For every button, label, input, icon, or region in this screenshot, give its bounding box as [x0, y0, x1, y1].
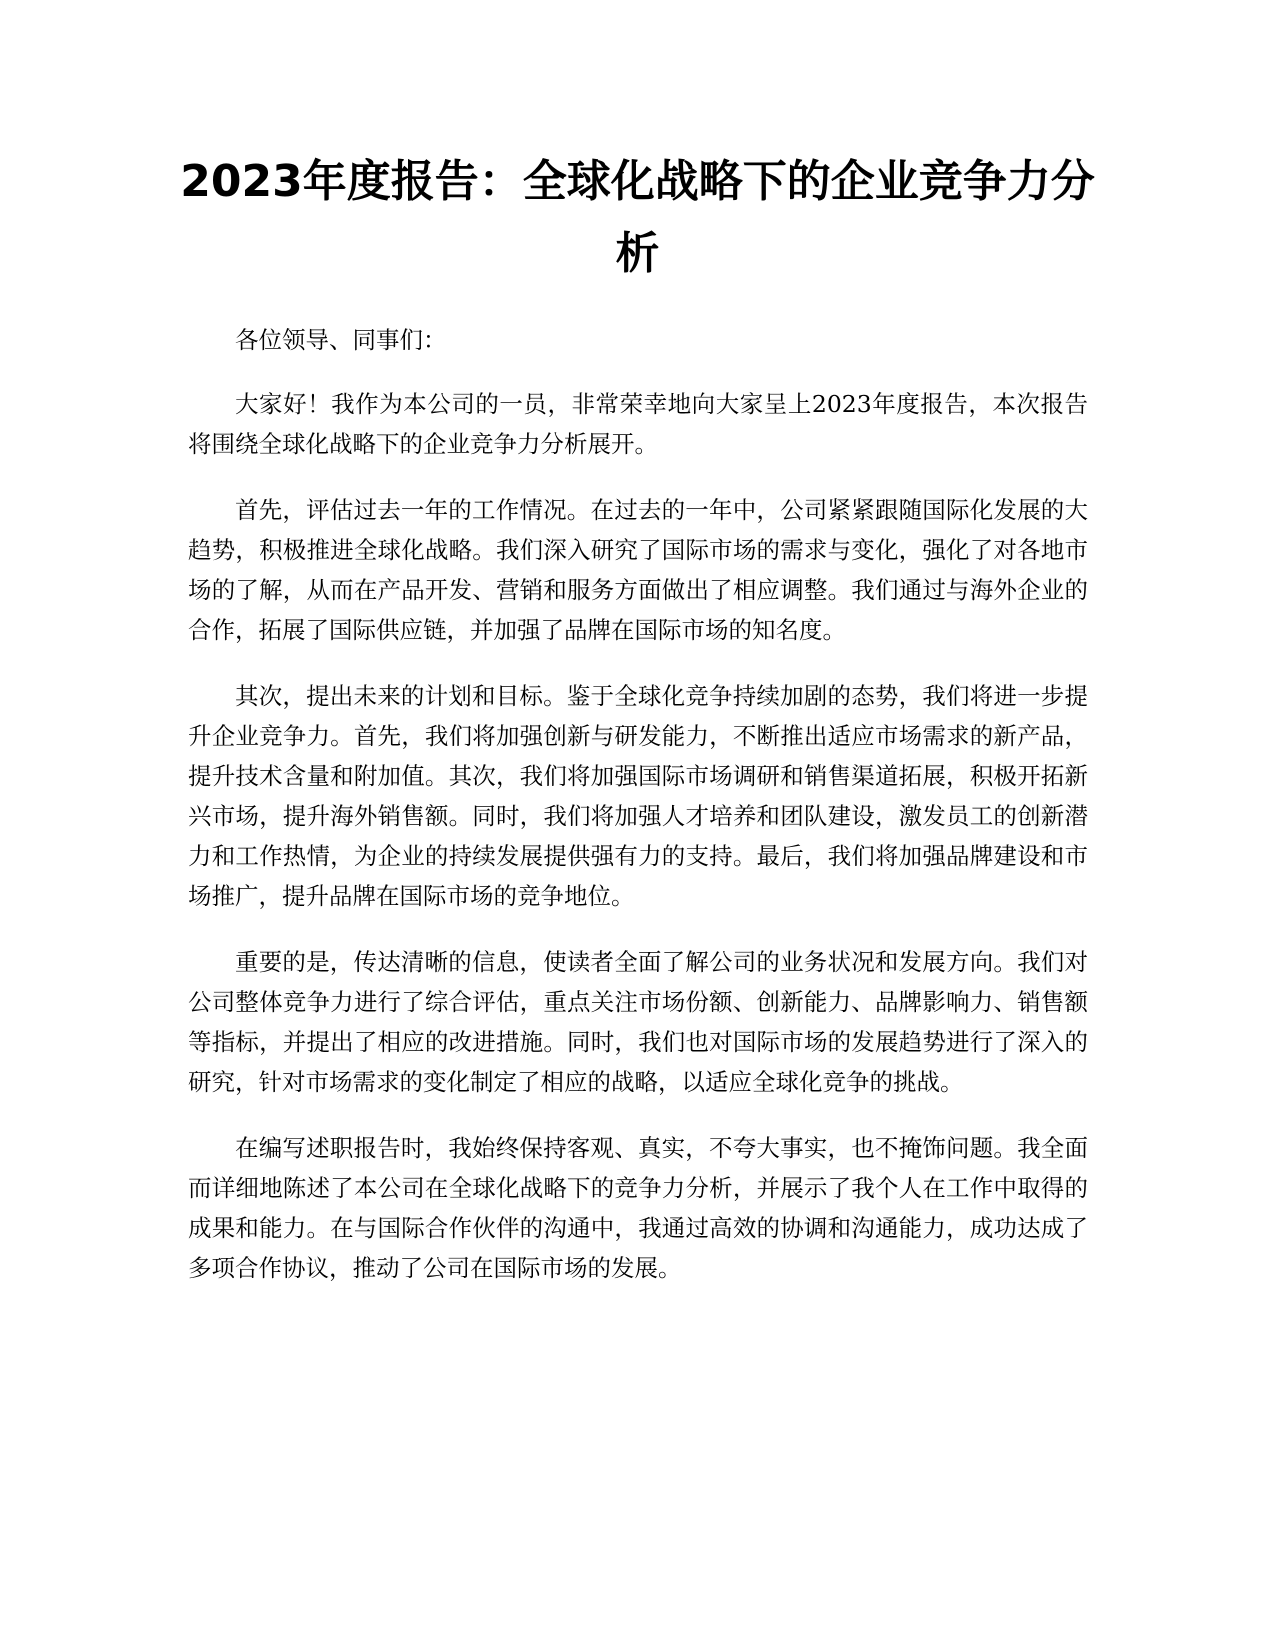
- paragraph-plans: 其次，提出未来的计划和目标。鉴于全球化竞争持续加剧的态势，我们将进一步提升企业竞争力。首先，我们将加强创新与研发能力，不断推出适应市场需求的新产品，提升技术含量和附加值。其次，我们将加强国际市场调研和销售渠道拓展，积极开拓新兴市场，提升海外销售额。同时，我们将加强人才培养和团队建设，激发员工的创新潜力和工作热情，为企业的持续发展提供强有力的支持。最后，我们将加强品牌建设和市场推广，提升品牌在国际市场的竞争地位。: [188, 682, 1088, 910]
- document-body: [188, 320, 1088, 1314]
- paragraph-assessment: 重要的是，传达清晰的信息，使读者全面了解公司的业务状况和发展方向。我们对公司整体竞争力进行了综合评估，重点关注市场份额、创新能力、品牌影响力、销售额等指标，并提出了相应的改进措施。同时，我们也对国际市场的发展趋势进行了深入的研究，针对市场需求的变化制定了相应的战略，以适应全球化竞争的挑战。: [188, 948, 1088, 1096]
- paragraph-intro: 大家好！我作为本公司的一员，非常荣幸地向大家呈上2023年度报告，本次报告将围绕全球化战略下的企业竞争力分析展开。: [188, 390, 1088, 458]
- paragraph-conclusion: 在编写述职报告时，我始终保持客观、真实，不夸大事实，也不掩饰问题。我全面而详细地陈述了本公司在全球化战略下的竞争力分析，并展示了我个人在工作中取得的成果和能力。在与国际合作伙伴的沟通中，我通过高效的协调和沟通能力，成功达成了多项合作协议，推动了公司在国际市场的发展。: [188, 1134, 1088, 1282]
- salutation: 各位领导、同事们：: [235, 326, 447, 354]
- document-title: 2023年度报告：全球化战略下的企业竞争力分析: [180, 156, 1095, 279]
- paragraph-review: 首先，评估过去一年的工作情况。在过去的一年中，公司紧紧跟随国际化发展的大趋势，积极推进全球化战略。我们深入研究了国际市场的需求与变化，强化了对各地市场的了解，从而在产品开发、营销和服务方面做出了相应调整。我们通过与海外企业的合作，拓展了国际供应链，并加强了品牌在国际市场的知名度。: [188, 496, 1088, 644]
